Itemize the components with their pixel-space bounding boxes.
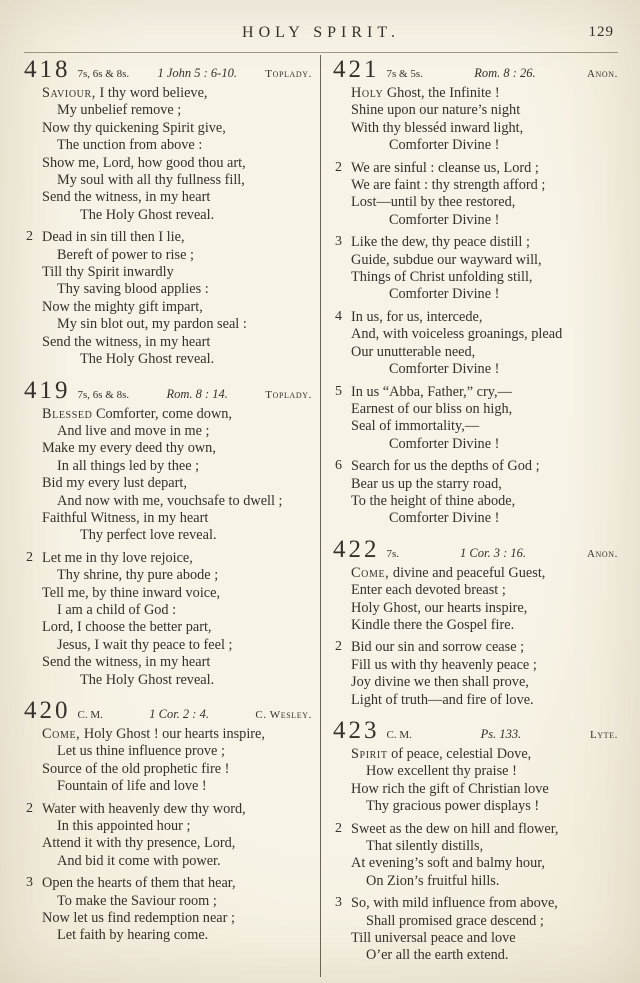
hymn-line: Saviour, I thy word believe, (42, 85, 208, 101)
hymn-line: So, with mild influence from above, (351, 895, 558, 912)
hymn-line: O’er all the earth extend. (366, 947, 509, 964)
hymn-line: Faithful Witness, in my heart (42, 509, 209, 526)
hymn-line: Comforter Divine ! (389, 361, 500, 378)
verse-number: 5 (335, 383, 342, 399)
hymn-line: Come, Holy Ghost ! our hearts inspire, (42, 726, 265, 742)
hymn-line: Sweet as the dew on hill and flower, (351, 820, 559, 837)
hymn-line: Tell me, by thine inward voice, (42, 584, 221, 601)
hymn-line: Comforter Divine ! (389, 211, 500, 228)
hymn-header (333, 57, 618, 82)
hymn-line: Thy perfect love reveal. (80, 527, 217, 544)
hymn-line: The unction from above : (57, 137, 203, 154)
hymn-line: Holy Ghost, the Infinite ! (351, 85, 500, 101)
verse-number: 2 (26, 800, 33, 816)
verse (24, 85, 312, 224)
hymn-line: Send the witness, in my heart (42, 654, 211, 671)
hymn-line: In us “Abba, Father,” cry,— (351, 383, 512, 400)
author-name: C. Wesley. (255, 709, 312, 721)
hymn-header (24, 698, 312, 723)
verse (24, 229, 312, 368)
verse-number: 4 (335, 308, 342, 324)
hymn-line: Bear us up the starry road, (351, 475, 502, 492)
verse (333, 565, 618, 635)
hymn-line: And live and move in me ; (57, 422, 210, 439)
hymn-line: Thy saving blood applies : (57, 281, 209, 298)
hymn-line: Dead in sin till then I lie, (42, 229, 185, 246)
hymn-line: In this appointed hour ; (57, 818, 191, 835)
hymn-line: Comforter Divine ! (389, 435, 500, 452)
hymn-line: Attend it with thy presence, Lord, (42, 835, 236, 852)
hymn-header (333, 537, 618, 562)
verse (333, 821, 618, 891)
verse (333, 234, 618, 304)
hymn-line: Comforter Divine ! (389, 137, 500, 154)
scripture-reference: Ps. 133. (480, 727, 522, 741)
verse-number: 2 (335, 639, 342, 655)
verse-number: 2 (335, 159, 342, 175)
hymn-line: In us, for us, intercede, (351, 308, 483, 325)
hymn-number: 419 (24, 376, 71, 404)
hymn-line: I am a child of God : (57, 601, 177, 618)
hymn-line: To make the Saviour room ; (57, 892, 217, 909)
hymn-line: Like the dew, thy peace distill ; (351, 234, 530, 251)
hymn-line: My sin blot out, my pardon seal : (57, 316, 247, 333)
hymn-line: Now the mighty gift impart, (42, 298, 203, 315)
scripture-reference: 1 Cor. 2 : 4. (149, 707, 209, 721)
hymn-line: Shine upon our nature’s night (351, 102, 521, 119)
author-name: Lyte. (589, 729, 618, 741)
verse (333, 639, 618, 709)
column-left (24, 55, 320, 977)
hymn-line: Joy divine we then shall prove, (351, 674, 529, 691)
hymn-line: Comforter Divine ! (389, 510, 500, 527)
hymn-meter: C. M. (386, 729, 412, 741)
hymn-line: Kindle there the Gospel fire. (351, 616, 515, 633)
hymn-420 (24, 698, 312, 945)
lead-word: Come, (42, 726, 81, 742)
hymn-line: And now with me, vouchsafe to dwell ; (57, 492, 283, 509)
verse-number: 2 (26, 549, 33, 565)
author-name: Toplady. (265, 68, 312, 80)
hymn-line: Earnest of our bliss on high, (351, 400, 513, 417)
author-name: Anon. (586, 68, 618, 80)
verse-number: 3 (26, 875, 33, 891)
hymn-line: Search for us the depths of God ; (351, 458, 540, 475)
hymn-line: Our unutterable need, (351, 343, 476, 360)
hymn-line: Holy Ghost, our hearts inspire, (351, 599, 528, 616)
verse (333, 85, 618, 155)
verse (333, 384, 618, 454)
lead-word: Saviour, (42, 85, 96, 101)
hymn-line: Now let us find redemption near ; (42, 910, 235, 927)
hymn-line: Blessed Comforter, come down, (42, 405, 232, 422)
hymn-423 (333, 718, 618, 965)
verse-number: 2 (26, 229, 33, 245)
hymn-line: Till universal peace and love (351, 930, 516, 947)
hymn-line: Comforter Divine ! (389, 286, 500, 303)
hymn-line: Open the hearts of them that hear, (42, 875, 236, 892)
hymn-number: 421 (333, 56, 380, 83)
verse-number: 6 (335, 458, 342, 474)
section-title: HOLY SPIRIT. (242, 24, 400, 41)
verse (333, 309, 618, 379)
hymn-line: My soul with all thy fullness fill, (57, 172, 245, 189)
hymn-header (24, 57, 312, 82)
hymn-421 (333, 57, 618, 528)
hymn-line: My unbelief remove ; (57, 102, 182, 119)
verse (24, 801, 312, 871)
hymn-line: Send the witness, in my heart (42, 333, 211, 350)
hymn-line: Jesus, I wait thy peace to feel ; (57, 636, 233, 653)
hymn-line: Let us thine influence prove ; (57, 743, 225, 760)
hymn-meter: C. M. (77, 709, 103, 721)
hymn-line: Let me in thy love rejoice, (42, 549, 193, 566)
verse (333, 458, 618, 528)
verse-number: 2 (335, 820, 342, 836)
hymn-line: Let faith by hearing come. (57, 927, 209, 944)
hymn-line: Water with heavenly dew thy word, (42, 800, 246, 817)
hymn-419 (24, 378, 312, 690)
hymn-line: Bid our sin and sorrow cease ; (351, 639, 525, 656)
text-columns (24, 53, 618, 977)
hymn-line: Enter each devoted breast ; (351, 582, 506, 599)
lead-word: Holy (351, 85, 384, 101)
verse (24, 550, 312, 689)
hymn-meter: 7s. (386, 547, 400, 560)
scripture-reference: Rom. 8 : 26. (474, 66, 536, 80)
verse-number: 3 (335, 234, 342, 250)
scripture-reference: Rom. 8 : 14. (166, 386, 228, 401)
hymn-line: Light of truth—and fire of love. (351, 691, 534, 708)
hymn-418 (24, 57, 312, 369)
verse (24, 726, 312, 796)
scripture-reference: 1 Cor. 3 : 16. (460, 545, 526, 560)
hymn-number: 422 (333, 535, 380, 563)
hymn-line: That silently distills, (366, 838, 484, 855)
hymn-line: On Zion’s fruitful hills. (366, 872, 500, 889)
lead-word: Blessed (42, 405, 93, 422)
column-right (321, 55, 618, 977)
hymn-line: To the height of thine abode, (351, 492, 516, 509)
hymn-line: Now thy quickening Spirit give, (42, 119, 226, 136)
hymn-line: Shall promised grace descend ; (366, 912, 544, 929)
hymn-line: Thy gracious power displays ! (366, 798, 540, 815)
hymn-line: In all things led by thee ; (57, 457, 200, 474)
verse (333, 746, 618, 816)
hymn-422 (333, 537, 618, 709)
hymn-line: Make my every deed thy own, (42, 440, 216, 457)
author-name: Anon. (586, 547, 618, 560)
hymn-line: Spirit of peace, celestial Dove, (351, 746, 532, 762)
hymn-meter: 7s, 6s & 8s. (77, 68, 130, 80)
hymn-line: Source of the old prophetic fire ! (42, 760, 230, 777)
hymn-line: Bereft of power to rise ; (57, 246, 194, 263)
hymn-line: And bid it come with power. (57, 852, 221, 869)
hymn-meter: 7s, 6s & 8s. (77, 388, 130, 401)
hymn-line: With thy blesséd inward light, (351, 119, 524, 136)
verse-number: 3 (335, 895, 342, 911)
hymn-line: And, with voiceless groanings, plead (351, 326, 563, 343)
hymn-line: Things of Christ unfolding still, (351, 269, 533, 286)
hymn-line: Fill us with thy heavenly peace ; (351, 656, 537, 673)
hymn-line: Lost—until by thee restored, (351, 194, 516, 211)
hymn-line: The Holy Ghost reveal. (80, 671, 215, 688)
verse (333, 160, 618, 230)
hymn-header (333, 718, 618, 743)
hymn-line: Guide, subdue our wayward will, (351, 251, 542, 268)
scripture-reference: 1 John 5 : 6-10. (157, 66, 237, 80)
hymn-line: Lord, I choose the better part, (42, 619, 212, 636)
hymn-line: We are sinful : cleanse us, Lord ; (351, 159, 539, 176)
running-head (24, 16, 618, 50)
hymn-line: Fountain of life and love ! (57, 778, 207, 795)
hymn-line: Show me, Lord, how good thou art, (42, 154, 246, 171)
hymn-line: The Holy Ghost reveal. (80, 206, 215, 223)
hymn-line: Come, divine and peaceful Guest, (351, 564, 546, 581)
hymn-line: Bid my every lust depart, (42, 475, 187, 492)
verse (333, 895, 618, 965)
hymn-line: Till thy Spirit inwardly (42, 264, 174, 281)
hymn-line: How rich the gift of Christian love (351, 780, 549, 797)
hymn-header (24, 378, 312, 403)
hymn-line: Thy shrine, thy pure abode ; (57, 567, 219, 584)
page-number: 129 (588, 24, 614, 40)
hymn-line: At evening’s soft and balmy hour, (351, 855, 545, 872)
lead-word: Spirit (351, 746, 388, 762)
hymn-line: Seal of immortality,— (351, 418, 480, 435)
hymn-line: The Holy Ghost reveal. (80, 351, 215, 368)
verse (24, 875, 312, 945)
hymn-meter: 7s & 5s. (386, 68, 423, 80)
verse (24, 406, 312, 545)
hymn-number: 418 (24, 56, 71, 83)
hymn-number: 420 (24, 697, 71, 724)
lead-word: Come, (351, 564, 390, 581)
hymn-line: Send the witness, in my heart (42, 189, 211, 206)
hymn-number: 423 (333, 717, 380, 744)
hymn-line: How excellent thy praise ! (366, 763, 517, 780)
hymn-line: We are faint : thy strength afford ; (351, 177, 546, 194)
author-name: Toplady. (265, 388, 312, 401)
